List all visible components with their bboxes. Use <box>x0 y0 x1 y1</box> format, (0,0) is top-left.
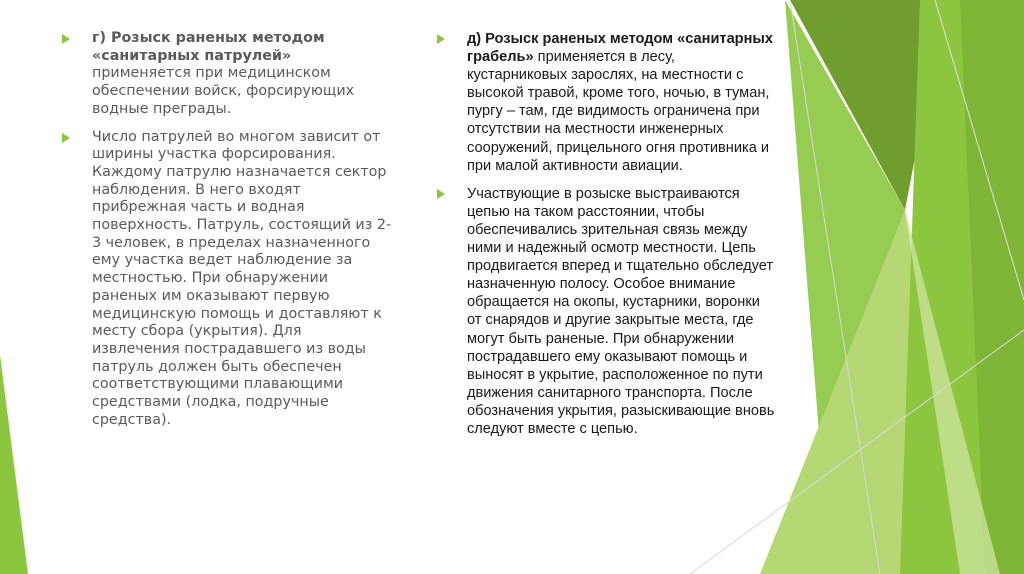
right-item-1-paragraph <box>467 30 777 175</box>
left-item-1-bold: г) Розыск раненых методом «санитарных патрулей» <box>92 30 325 64</box>
right-item-2-text: Участвующие в розыске выстраиваются цепью на таком расстоянии, чтобы обеспечивались зрительная связь между ними и надежный осмотр местности. Цепь продвигается вперед и тщательно обследует назначенную полосу. Особое внимание обращается на окопы, кустарники, воронки от снарядов и другие закрытые места, где могут быть раненые. При обнаружении пострадавшего ему оказывают помощь и выносят в укрытие, расположенное по пути движения санитарного транспорта. После обозначения укрытия, разыскивающие вновь следуют вместе с цепью. <box>467 185 775 437</box>
left-green-stripe <box>0 355 28 574</box>
bullet-arrow-icon <box>437 34 445 44</box>
left-item-2-paragraph <box>92 129 392 430</box>
left-item-2-text: Число патрулей во многом зависит от ширины участка форсирования. Каждому патрулю назначается сектор наблюдения. В него входят прибрежная часть и водная поверхность. Патруль, состоящий из 2-3 человек, в пределах назначенного ему участка ведет наблюдение за местностью. При обнаружении раненых им оказывают первую медицинскую помощь и доставляют к месту сбора (укрытия). Для извлечения пострадавшего из воды патруль должен быть обеспечен соответствующими плавающими средствами (лодка, подручные средства). <box>92 128 392 428</box>
left-column <box>62 30 392 439</box>
right-item-2 <box>437 185 777 438</box>
right-item-1-text: применяется в лесу, кустарниковых зарослях, на местности с высокой травой, кроме того, ночью, в туман, пургу – там, где видимость ограничена при отсутствии на местности инженерных сооружений, прицельного огня противника и при малой активности авиации. <box>467 49 770 174</box>
bullet-arrow-icon <box>437 189 445 199</box>
left-item-1-paragraph <box>92 30 392 119</box>
bullet-arrow-icon <box>62 133 70 143</box>
left-item-1 <box>62 30 392 119</box>
right-column <box>437 30 777 448</box>
right-item-1-bold: д) Розыск раненых методом «санитарных грабель» <box>467 31 773 66</box>
left-item-1-text: применяется при медицинском обеспечении войск, форсирующих водные преграды. <box>92 65 355 117</box>
left-item-2 <box>62 129 392 430</box>
right-item-2-paragraph <box>467 185 777 438</box>
right-item-1 <box>437 30 777 175</box>
bullet-arrow-icon <box>62 34 70 44</box>
